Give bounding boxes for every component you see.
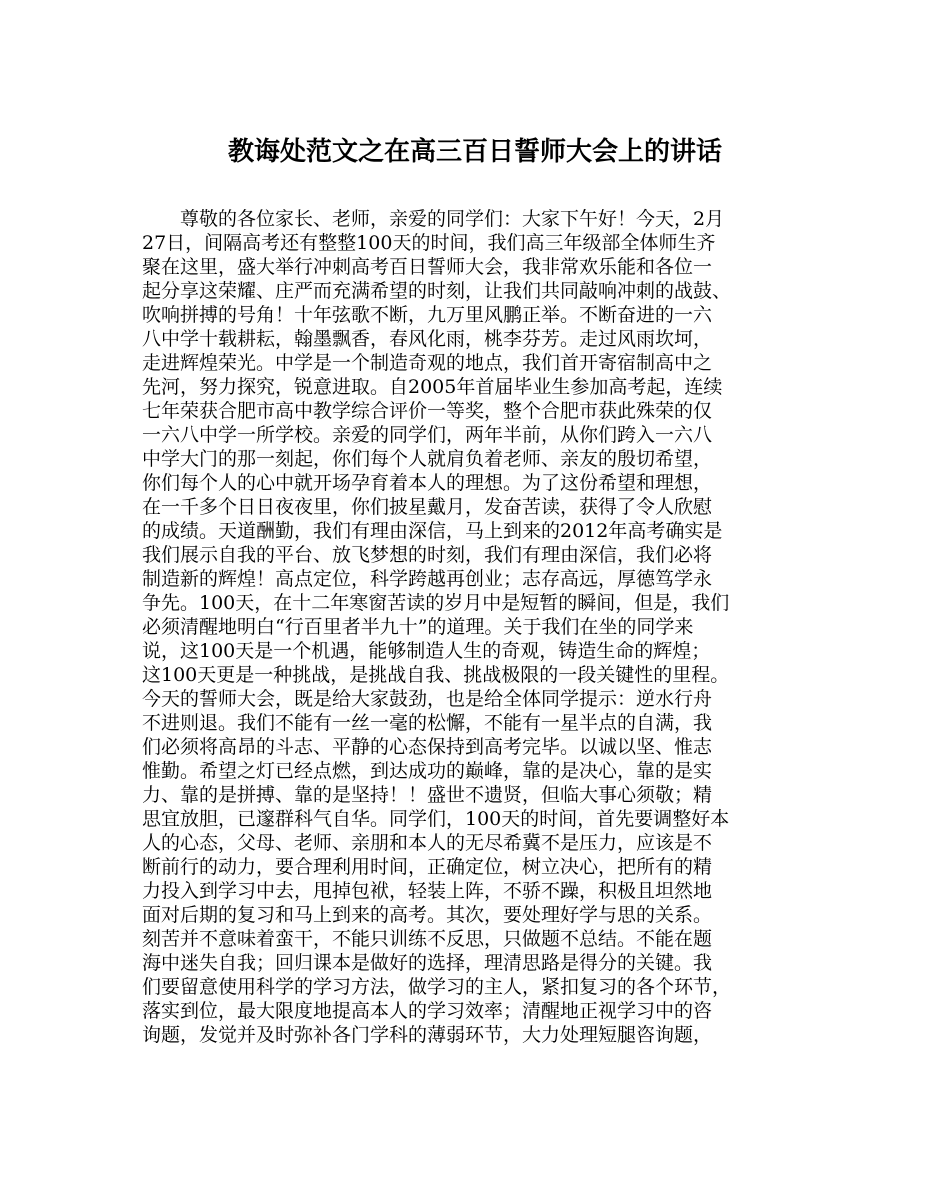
body-line: 中学大门的那一刻起，你们每个人就肩负着老师、亲友的殷切希望， xyxy=(142,448,713,470)
body-line: 们要留意使用科学的学习方法，做学习的主人，紧扣复习的各个环节， xyxy=(142,976,732,998)
body-line: 一六八中学一所学校。亲爱的同学们，两年半前，从你们跨入一六八 xyxy=(142,424,713,446)
body-line: 力投入到学习中去，甩掉包袱，轻装上阵，不骄不躁，积极且坦然地 xyxy=(142,880,713,902)
body-line: 你们每个人的心中就开场孕育着本人的理想。为了这份希望和理想， xyxy=(142,472,713,494)
body-line: 询题，发觉并及时弥补各门学科的薄弱环节，大力处理短腿咨询题， xyxy=(142,1024,713,1046)
body-line: 刻苦并不意味着蛮干，不能只训练不反思，只做题不总结。不能在题 xyxy=(142,928,713,950)
body-line: 27日，间隔高考还有整整100天的时间，我们高三年级部全体师生齐 xyxy=(142,232,716,254)
body-line: 说，这100天是一个机遇，能够制造人生的奇观，铸造生命的辉煌； xyxy=(142,640,711,662)
body-line: 断前行的动力，要合理利用时间，正确定位，树立决心，把所有的精 xyxy=(142,856,713,878)
body-line: 落实到位，最大限度地提高本人的学习效率；清醒地正视学习中的咨 xyxy=(142,1000,713,1022)
body-line: 制造新的辉煌！高点定位，科学跨越再创业；志存高远，厚德笃学永 xyxy=(142,568,713,590)
body-line: 我们展示自我的平台、放飞梦想的时刻，我们有理由深信，我们必将 xyxy=(142,544,713,566)
body-line: 尊敬的各位家长、老师，亲爱的同学们：大家下午好！今天，2月 xyxy=(180,208,725,230)
body-line: 走进辉煌荣光。中学是一个制造奇观的地点，我们首开寄宿制高中之 xyxy=(142,352,713,374)
body-line: 人的心态，父母、老师、亲朋和本人的无尽希冀不是压力，应该是不 xyxy=(142,832,713,854)
body-line: 聚在这里，盛大举行冲刺高考百日誓师大会，我非常欢乐能和各位一 xyxy=(142,256,713,278)
document-body xyxy=(142,207,822,1047)
body-line: 八中学十载耕耘，翰墨飘香，春风化雨，桃李芬芳。走过风雨坎坷， xyxy=(142,328,713,350)
body-line: 思宜放胆，已邃群科气自华。同学们，100天的时间，首先要调整好本 xyxy=(142,808,730,830)
body-line: 这100天更是一种挑战，是挑战自我、挑战极限的一段关键性的里程。 xyxy=(142,664,730,686)
body-line: 海中迷失自我；回归课本是做好的选择，理清思路是得分的关键。我 xyxy=(142,952,713,974)
body-line: 的成绩。天道酬勤，我们有理由深信，马上到来的2012年高考确实是 xyxy=(142,520,723,542)
body-line: 起分享这荣耀、庄严而充满希望的时刻，让我们共同敲响冲刺的战鼓、 xyxy=(142,280,732,302)
document-title: 教诲处范文之在高三百日誓师大会上的讲话 xyxy=(227,137,722,167)
body-line: 面对后期的复习和马上到来的高考。其次，要处理好学与思的关系。 xyxy=(142,904,713,926)
body-line: 在一千多个日日夜夜里，你们披星戴月，发奋苦读，获得了令人欣慰 xyxy=(142,496,713,518)
body-line: 们必须将高昂的斗志、平静的心态保持到高考完毕。以诚以坚、惟志 xyxy=(142,736,713,758)
body-line: 七年荣获合肥市高中教学综合评价一等奖，整个合肥市获此殊荣的仅 xyxy=(142,400,713,422)
body-line: 力、靠的是拼搏、靠的是坚持！！盛世不遗贤，但临大事心须敬；精 xyxy=(142,784,713,806)
body-line: 今天的誓师大会，既是给大家鼓劲，也是给全体同学提示：逆水行舟 xyxy=(142,688,713,710)
body-line: 吹响拼搏的号角！十年弦歌不断，九万里风鹏正举。不断奋进的一六 xyxy=(142,304,713,326)
body-line: 争先。100天，在十二年寒窗苦读的岁月中是短暂的瞬间，但是，我们 xyxy=(142,592,730,614)
body-line: 惟勤。希望之灯已经点燃，到达成功的巅峰，靠的是决心，靠的是实 xyxy=(142,760,713,782)
body-line: 不进则退。我们不能有一丝一毫的松懈，不能有一星半点的自满，我 xyxy=(142,712,713,734)
body-line: 必须清醒地明白“行百里者半九十”的道理。关于我们在坐的同学来 xyxy=(142,616,694,638)
body-line: 先河，努力探究，锐意进取。自2005年首届毕业生参加高考起，连续 xyxy=(142,376,723,398)
